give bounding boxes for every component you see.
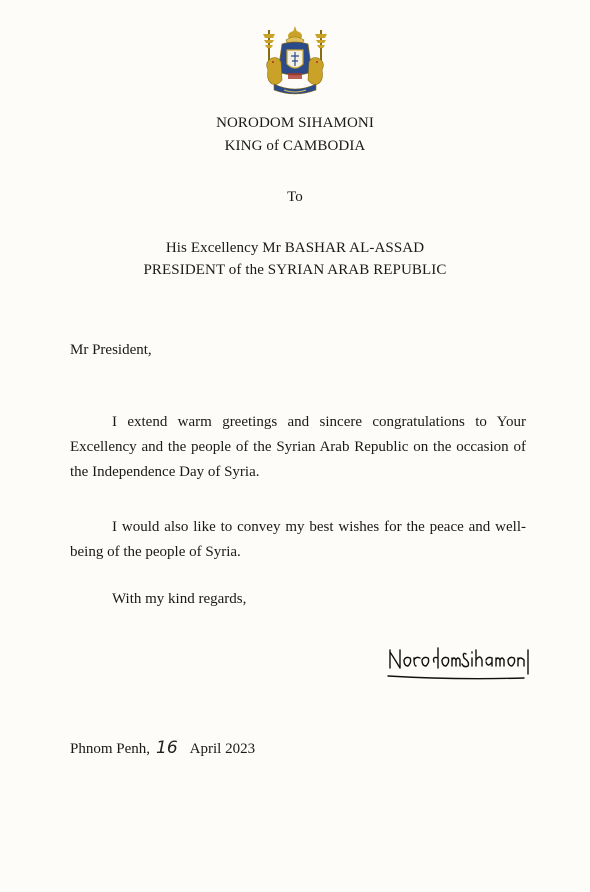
sender-name: NORODOM SIHAMONI xyxy=(216,115,374,131)
date-day-handwritten: 16 xyxy=(156,738,178,758)
sender-title: KING of CAMBODIA xyxy=(224,138,366,154)
date-place: Phnom Penh, xyxy=(70,741,151,757)
body-paragraph: I extend warm greetings and sincere congratulations to Your Excellency and the people of the Syrian Arab Republic on the occasion of the Independence Day of Syria. xyxy=(70,414,526,480)
recipient-name: His Excellency Mr BASHAR AL-ASSAD xyxy=(165,240,425,256)
royal-coat-of-arms-icon xyxy=(254,24,336,100)
recipient-title: PRESIDENT of the SYRIAN ARAB REPUBLIC xyxy=(143,262,447,278)
to-label: To xyxy=(287,189,303,205)
dateline xyxy=(70,738,255,758)
body-paragraph: I would also like to convey my best wishes for the peace and well-being of the people of Syria. xyxy=(70,519,526,560)
handwritten-signature-icon xyxy=(384,640,534,688)
closing: With my kind regards, xyxy=(112,591,247,607)
salutation: Mr President, xyxy=(70,342,152,358)
date-month-year: April 2023 xyxy=(189,741,256,757)
